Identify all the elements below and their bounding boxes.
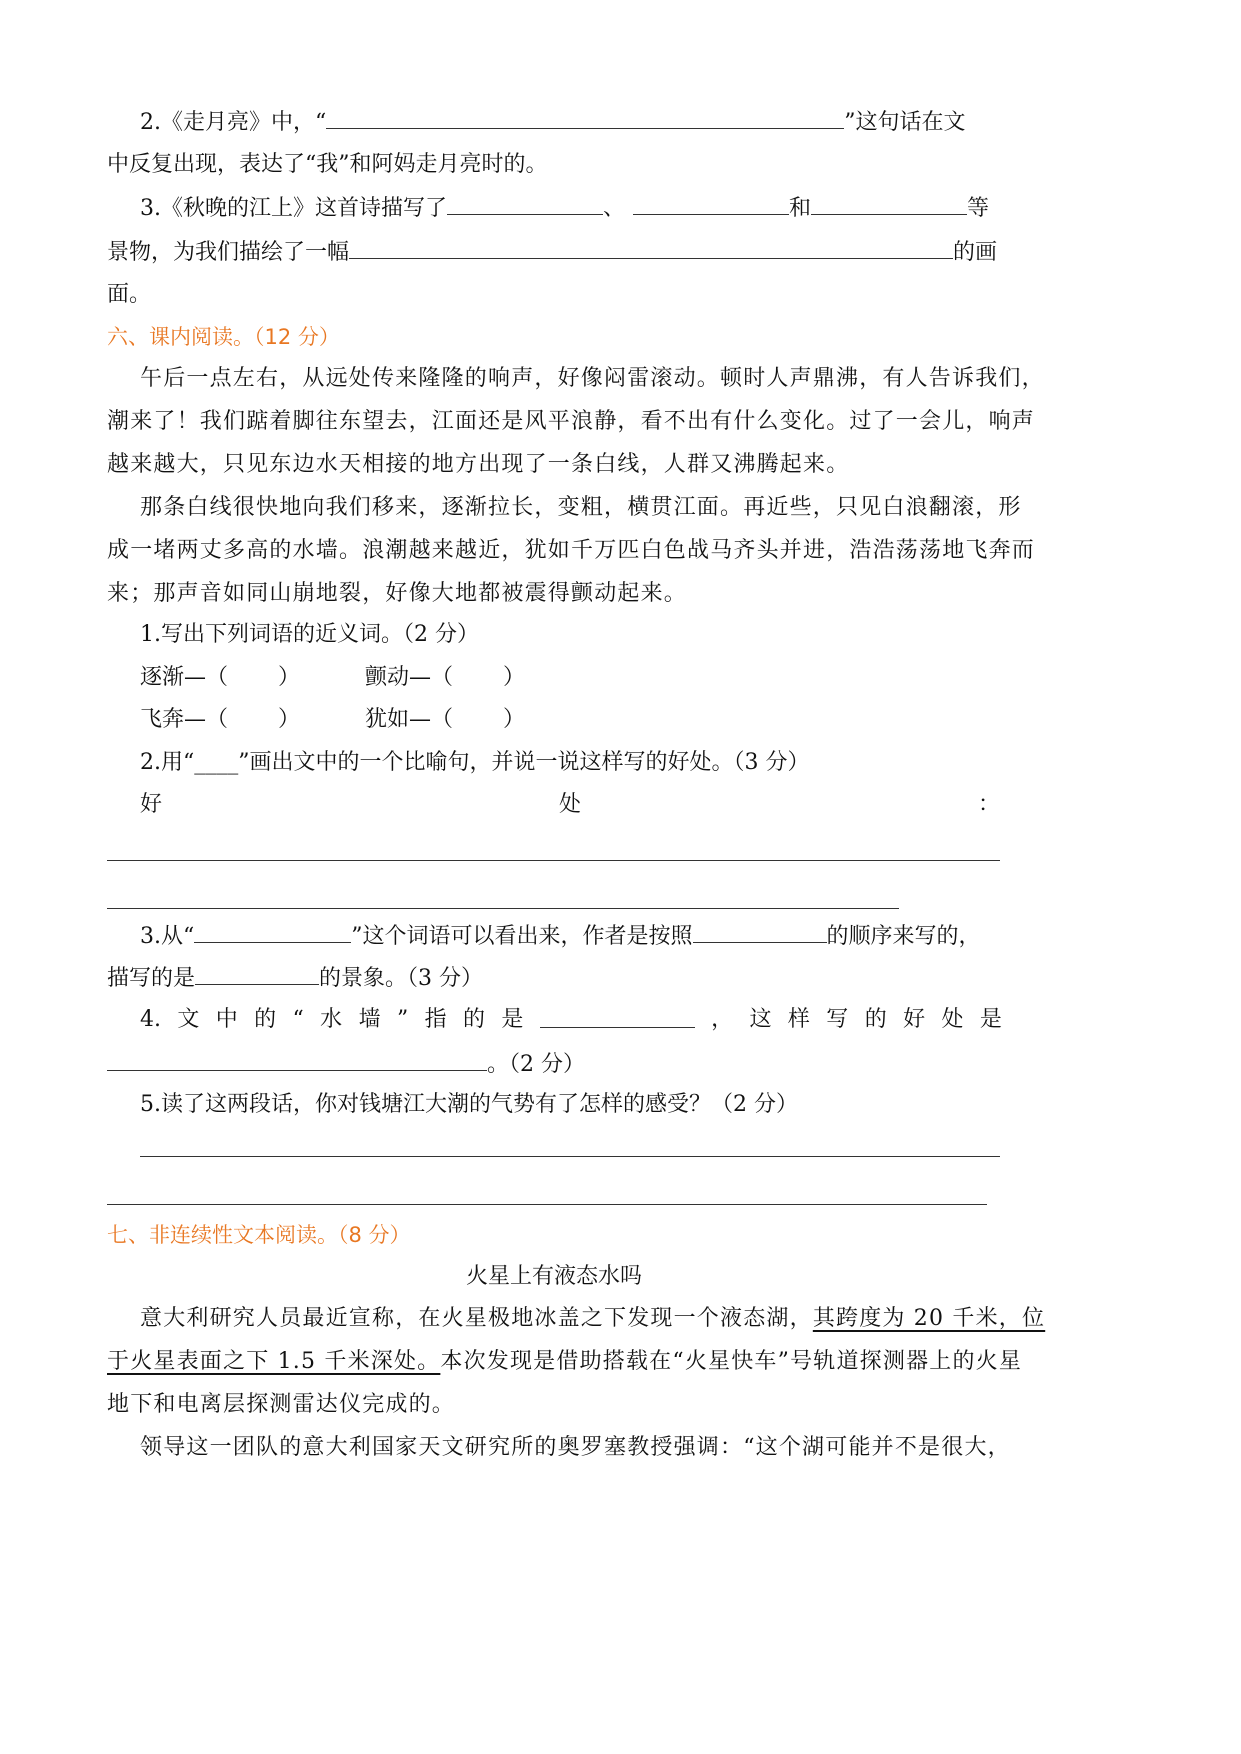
s7-para1-line2 [107,1347,1022,1377]
answer-blank[interactable] [107,1048,487,1071]
label-char: 好 [140,792,163,817]
q3-text: 描写的是 [107,966,196,991]
q4-char: 的 [462,1007,485,1032]
s6-q2 [140,748,810,778]
s5-q2-line2: 中反复出现，表达了“我”和阿妈走月亮时的。 [107,152,548,177]
q4-char: 的 [254,1007,277,1032]
s6-para2-line: 来；那声音如同山崩地裂，好像大地都被震得颤动起来。 [107,581,688,606]
answer-line[interactable] [107,1204,987,1205]
underlined-text: 其跨度为 20 千米，位 [812,1306,1046,1331]
s6-q4-line1 [140,1005,1002,1035]
s6-para1-line: 潮来了！我们踮着脚往东望去，江面还是风平浪静，看不出有什么变化。过了一会儿，响声 [107,409,1036,434]
q4-char: 4. [140,1007,161,1032]
s5-q3-line2 [107,236,997,268]
s7-para1-line3: 地下和电离层探测雷达仪完成的。 [107,1392,456,1417]
s6-q1-item [365,705,525,735]
synonym-word: 颤动—（ [365,665,454,690]
q2-text-post: ”画出文中的一个比喻句，并说一说这样写的好处。（3 分） [238,750,810,775]
answer-blank[interactable] [811,192,967,215]
s6-q2-answer-label [140,790,1000,820]
para-text: 本次发现是借助搭载在“火星快车”号轨道探测器上的火星 [440,1349,1023,1374]
q3-text-post: 的画 [953,240,998,265]
s6-q5: 5.读了这两段话，你对钱塘江大潮的气势有了怎样的感受？（2 分） [140,1092,798,1117]
q4-char: ， [711,1007,734,1032]
q3-text: 景物，为我们描绘了一幅 [107,240,350,265]
q4-char: 水 [320,1007,343,1032]
q4-char: 指 [424,1007,447,1032]
s6-q4-line2 [107,1048,585,1080]
section7-heading: 七、非连续性文本阅读。（8 分） [107,1223,411,1247]
s5-q2-line1 [140,106,966,138]
q4-char: 是 [979,1007,1002,1032]
answer-blank[interactable] [349,236,953,259]
s7-para2-line1: 领导这一团队的意大利国家天文研究所的奥罗塞教授强调：“这个湖可能并不是很大， [140,1435,1011,1460]
q4-char: “ [292,1007,304,1032]
paren-close: ） [503,707,526,732]
q2-text: 2.用“ [140,750,195,775]
q4-char: ” [396,1007,409,1032]
q3-sep: 和 [789,196,812,221]
s6-para1-line: 越来越大，只见东边水天相接的地方出现了一条白线，人群又沸腾起来。 [107,452,850,477]
q3-sep: 、 [603,196,626,221]
answer-line[interactable] [107,908,899,909]
q3-text: 3.从“ [140,924,195,949]
q4-char: 写 [826,1007,849,1032]
s6-q1-item [140,705,300,735]
q4-char: 文 [177,1007,200,1032]
synonym-word: 逐渐—（ [140,665,229,690]
answer-blank[interactable] [540,1005,695,1028]
paren-close: ） [278,707,301,732]
paren-close: ） [278,665,301,690]
label-char: ： [977,792,1000,817]
q2-text: 2.《走月亮》中，“ [140,110,327,135]
q3-text-post: 的顺序来写的， [826,924,981,949]
q4-char: 好 [903,1007,926,1032]
q3-text: 3.《秋晚的江上》这首诗描写了 [140,196,447,221]
answer-line[interactable] [140,1156,1000,1157]
q4-char: 中 [215,1007,238,1032]
answer-blank[interactable] [195,962,319,985]
s6-para1-line: 午后一点左右，从远处传来隆隆的响声，好像闷雷滚动。顿时人声鼎沸，有人告诉我们， [140,366,1045,391]
s6-q1: 1.写出下列词语的近义词。（2 分） [140,622,479,647]
answer-blank[interactable] [693,920,827,943]
q3-text-post: 的景象。（3 分） [319,966,484,991]
q4-char: 墙 [358,1007,381,1032]
q3-text-mid: ”这个词语可以看出来，作者是按照 [351,924,693,949]
s6-para2-line: 成一堵两丈多高的水墙。浪潮越来越近，犹如千万匹白色战马齐头并进，浩浩荡荡地飞奔而 [107,538,1036,563]
q4-char: 这 [749,1007,772,1032]
q4-text-post: 。（2 分） [487,1052,585,1077]
answer-blank[interactable] [326,106,844,129]
answer-line[interactable] [107,860,1000,861]
q2-text-post: ”这句话在文 [844,110,966,135]
s6-q1-item [140,663,300,693]
q4-char: 处 [941,1007,964,1032]
section6-heading: 六、课内阅读。（12 分） [107,325,340,349]
s5-q3-line3: 面。 [107,282,152,307]
q4-char: 样 [787,1007,810,1032]
s6-q1-item [365,663,525,693]
paren-close: ） [503,665,526,690]
s6-para2-line: 那条白线很快地向我们移来，逐渐拉长，变粗，横贯江面。再近些，只见白浪翻滚，形 [140,495,1022,520]
answer-blank[interactable] [194,920,351,943]
s6-q3-line1 [140,920,981,952]
synonym-word: 飞奔—（ [140,707,229,732]
synonym-word: 犹如—（ [365,707,454,732]
s5-q3-line1 [140,192,989,224]
label-char: 处 [558,792,581,817]
s7-para1-line1 [140,1304,1045,1334]
article-title: 火星上有液态水吗 [465,1264,642,1289]
s6-q3-line2 [107,962,483,994]
answer-blank[interactable] [633,192,789,215]
answer-blank[interactable] [447,192,603,215]
underlined-text: 于火星表面之下 1.5 千米深处。 [107,1349,441,1374]
q4-char: 的 [864,1007,887,1032]
para-text: 意大利研究人员最近宣称，在火星极地冰盖之下发现一个液态湖， [140,1306,813,1331]
q4-char: 是 [501,1007,524,1032]
underline-sample: ____ [194,750,239,775]
q3-text-post: 等 [967,196,990,221]
